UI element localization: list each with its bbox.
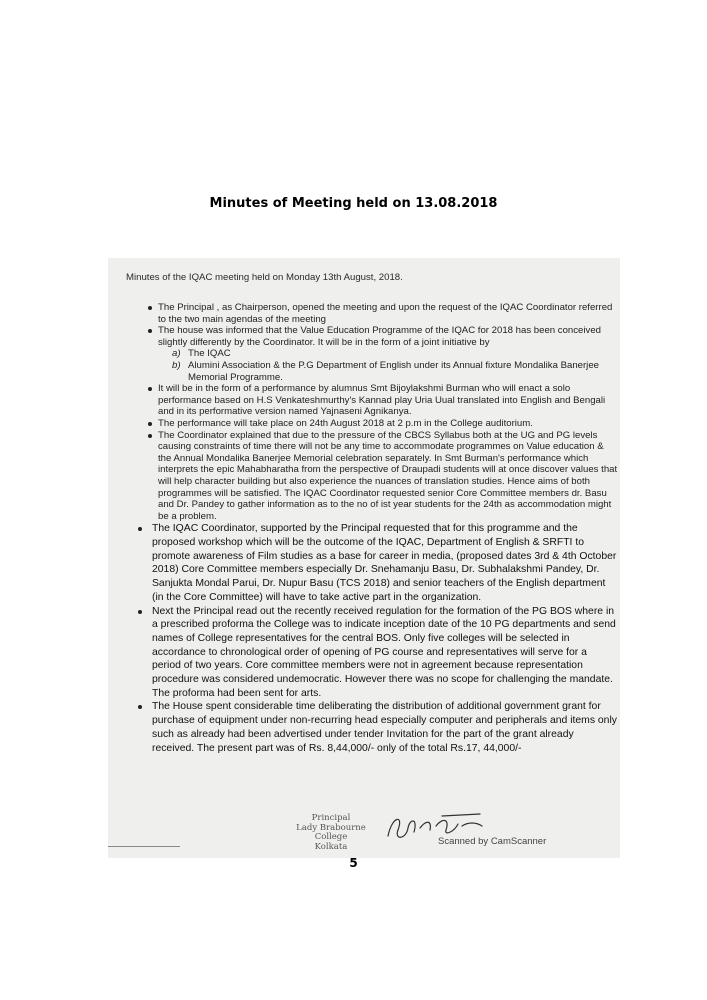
principal-stamp [286,814,376,852]
minutes-item-text: The House spent considerable time deliberating the distribution of additional government grant for purchase of equipment under non-recurring head especially computer and peripherals and items only such as already had been advertised under tender Invitation for the part of the grant already received. The present part was of Rs. 8,44,000/- only of the total Rs.17, 44,000/- [152,701,617,754]
minutes-item [126,522,618,604]
sub-item-text: Alumini Association & the P.G Department of English under its Annual fixture Mondalika Banerjee Memorial Programme. [188,359,599,383]
minutes-item-text: It will be in the form of a performance by alumnus Smt Bijoylakshmi Burman who will enact a solo performance based on H.S Venkateshmurthy's Kannad play Uria Uual translated into English and Bengali and in its performative version named Yajnaseni Agnikanya. [158,383,606,418]
bullet-icon [148,306,152,310]
minutes-item-text: The house was informed that the Value Education Programme of the IQAC for 2018 has been conceived slightly differently by the Coordinator. It will be in the form of a joint initiative by [158,325,601,348]
minutes-item-text: The Coordinator explained that due to the pressure of the CBCS Syllabus both at the UG and PG levels causing constraints of time there will not be any time to accommodate programmes on Value education & the Annual Mondalika Banerjee Memorial celebration separately. In Smt Burman's performance which interprets the epic Mahabharatha from the perspective of Draupadi students will at once discover values that will help character building but also experience the nuances of translation studies. Hence aims of both programmes will be satisfied. The IQAC Coordinator requested senior Core Committee members dr. Basu and Dr. Pandey to gather information as to the no of ist year students for the 24th as accommodation might be a problem. [158,429,618,522]
bullet-icon [148,387,152,391]
stamp-line: Principal [311,813,351,823]
sub-item-text: The IQAC [188,348,231,360]
scanned-document [108,258,620,858]
bullet-icon [148,329,152,333]
bullet-icon [148,434,152,438]
page-title: Minutes of Meeting held on 13.08.2018 [209,196,498,211]
minutes-header: Minutes of the IQAC meeting held on Monday 13th August, 2018. [126,272,403,283]
bullet-icon [138,610,142,614]
page-number: 5 [349,856,358,870]
minutes-item [126,325,618,383]
stamp-line: Lady Brabourne College [296,822,366,842]
minutes-item [126,605,618,701]
sub-list [158,348,618,383]
minutes-item [126,700,618,755]
minutes-item [126,383,618,418]
divider [108,846,180,847]
bullet-icon [148,422,152,426]
minutes-item-text: Next the Principal read out the recently received regulation for the formation of the PG BOS where in a prescribed proforma the College was to indicate inception date of the 10 PG departments and send names of College representatives for the central BOS. Only five colleges will be selected in accordance to chronological order of opening of PG course and representatives will serve for a period of two years. Core committee members were not in agreement because representation procedure was considered undemocratic. However there was no scope for challenging the mandate. The proforma had been sent for arts. [152,605,616,699]
minutes-item [126,418,618,430]
minutes-item [126,430,618,523]
sub-item-marker: b) [172,359,181,371]
sub-item-marker: a) [172,348,181,360]
bullet-icon [138,527,142,531]
camscanner-watermark: Scanned by CamScanner [438,836,547,847]
stamp-line: Kolkata [314,841,348,852]
minutes-item-text: The IQAC Coordinator, supported by the Principal requested that for this programme and the proposed workshop which will be the outcome of the IQAC, Department of English & SRFTI to promote awareness of Film studies as a base for career in media, (proposed dates 3rd & 4th October 2018) Core Committee members especially Dr. Snehamanju Basu, Dr. Subhalakshmi Pandey, Dr. Sanjukta Mondal Parui, Dr. Nupur Basu (TCS 2018) and senior teachers of the English department (in the Core Committee) will have to take active part in the organization. [152,523,617,603]
sub-item [172,360,618,383]
minutes-list [126,302,618,755]
signature-area [108,806,620,858]
minutes-item-text: The performance will take place on 24th August 2018 at 2 p.m in the College auditorium. [158,417,533,429]
bullet-icon [138,705,142,709]
minutes-item-text: The Principal , as Chairperson, opened the meeting and upon the request of the IQAC Coordinator referred to the two main agendas of the meeting [158,302,613,325]
minutes-item [126,302,618,325]
sub-item [172,348,618,360]
